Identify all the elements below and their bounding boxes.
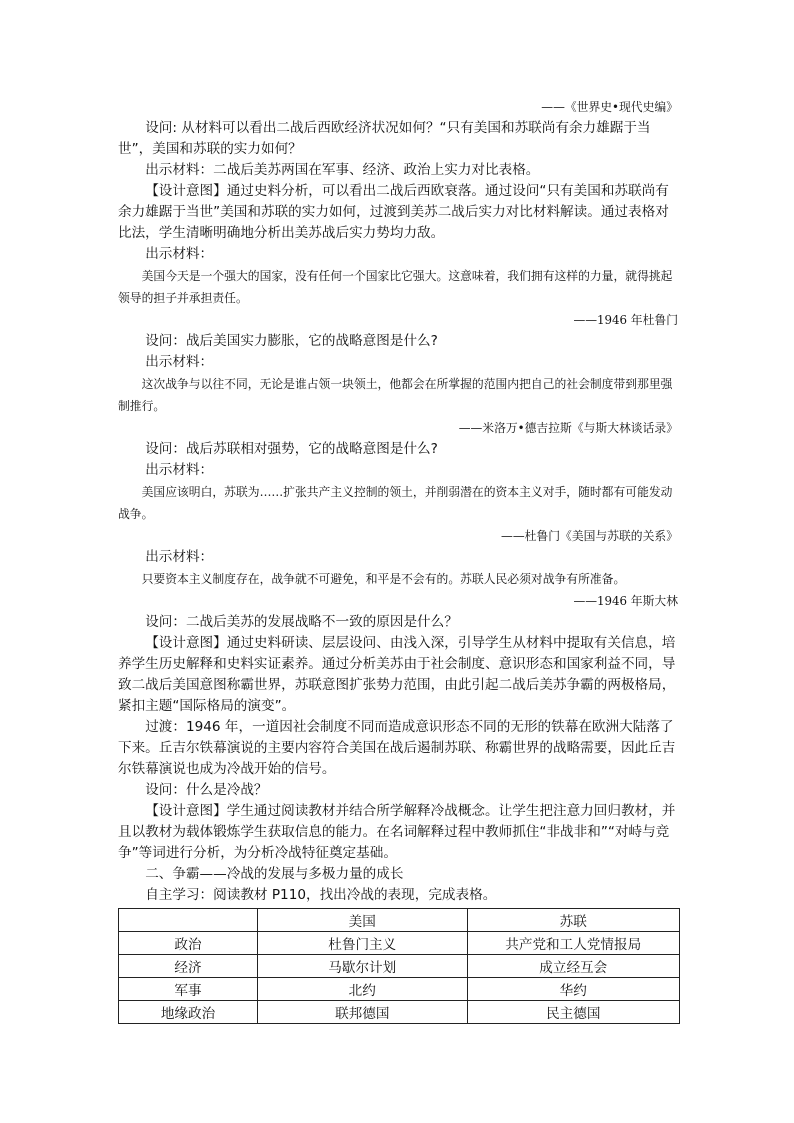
table-row [119,955,680,978]
table-cell: 成立经互会 [467,955,679,978]
table-cell: 杜鲁门主义 [258,932,467,955]
cold-war-comparison-table [118,908,680,1024]
transition-paragraph: 过渡：1946 年，一道因社会制度不同而造成意识形态不同的无形的铁幕在欧洲大陆落了下来。丘吉尔铁幕演说的主要内容符合美国在战后遏制苏联、称霸世界的战略需要，因此丘吉尔铁幕演说也成为冷战开始的信号。 [118,719,676,777]
table-header-row [119,909,680,932]
table-header-cell [119,909,258,932]
table-row [119,1001,680,1024]
table-cell: 马歇尔计划 [258,955,467,978]
design-intent-paragraph: 【设计意图】通过史料研读、层层设问、由浅入深，引导学生从材料中提取有关信息，培养学生历史解释和史料实证素养。通过分析美苏由于社会制度、意识形态和国家利益不同，导致二战后美国意图称霸世界，苏联意图扩张势力范围，由此引起二战后美苏争霸的两极格局，紧扣主题“国际格局的演变”。 [118,635,676,714]
material-intro: 出示材料： [145,354,214,370]
table-cell: 华约 [467,978,679,1001]
design-intent-paragraph: 【设计意图】学生通过阅读教材并结合所学解释冷战概念。让学生把注意力回归教材，并且以教材为载体锻炼学生获取信息的能力。在名词解释过程中教师抓住“非战非和”“对峙与竞争”等词进行分析，为分析冷战特征奠定基础。 [118,803,676,861]
material-source: ——米洛万•德吉拉斯《与斯大林谈话录》 [458,421,678,435]
material-intro: 出示材料： [145,462,214,478]
material-intro: 出示材料：二战后美苏两国在军事、经济、政治上实力对比表格。 [145,162,540,178]
self-study-instruction: 自主学习：阅读教材 P110，找出冷战的表现，完成表格。 [145,887,497,903]
material-quote: 这次战争与以往不同，无论是谁占领一块领土，他都会在所掌握的范围内把自己的社会制度带到那里强制推行。 [118,377,673,413]
table-row [119,932,680,955]
table-cell: 地缘政治 [119,1001,258,1024]
table-cell: 联邦德国 [258,1001,467,1024]
question-paragraph: 设问：战后苏联相对强势，它的战略意图是什么? [145,441,438,457]
table-header-cell: 苏联 [467,909,679,932]
material-intro: 出示材料： [145,246,214,262]
section-heading: 二、争霸——冷战的发展与多极力量的成长 [145,866,404,882]
material-source: ——1946 年杜鲁门 [573,313,678,327]
table-cell: 共产党和工人党情报局 [467,932,679,955]
material-source: ——1946 年斯大林 [573,594,678,608]
table-cell: 政治 [119,932,258,955]
table-row [119,978,680,1001]
question-paragraph: 设问：战后美国实力膨胀，它的战略意图是什么? [145,333,438,349]
material-quote: 美国应该明白，苏联为……扩张共产主义控制的领土，并削弱潜在的资本主义对手，随时都有可能发动战争。 [118,485,673,521]
material-quote: 只要资本主义制度存在，战争就不可避免，和平是不会有的。苏联人民必须对战争有所准备。 [141,572,626,586]
material-source: ——《世界史•现代史编》 [541,100,678,114]
table-cell: 北约 [258,978,467,1001]
table-header-cell: 美国 [258,909,467,932]
material-quote: 美国今天是一个强大的国家，没有任何一个国家比它强大。这意味着，我们拥有这样的力量，就得挑起领导的担子并承担责任。 [118,269,673,305]
question-paragraph: 设问：什么是冷战？ [145,782,268,798]
material-source: ——杜鲁门《美国与苏联的关系》 [501,529,678,543]
document-body [118,96,678,1024]
material-intro: 出示材料： [145,549,214,565]
table-cell: 经济 [119,955,258,978]
design-intent-paragraph: 【设计意图】通过史料分析，可以看出二战后西欧衰落。通过设问“只有美国和苏联尚有余力雄踞于当世”美国和苏联的实力如何，过渡到美苏二战后实力对比材料解读。通过表格对比法，学生清晰明确地分析出美苏战后实力势均力敌。 [118,183,669,241]
table-cell: 军事 [119,978,258,1001]
table-cell: 民主德国 [467,1001,679,1024]
question-paragraph: 设问: 从材料可以看出二战后西欧经济状况如何？“只有美国和苏联尚有余力雄踞于当世”，美国和苏联的实力如何？ [118,120,651,157]
question-paragraph: 设问：二战后美苏的发展战略不一致的原因是什么？ [145,614,458,630]
